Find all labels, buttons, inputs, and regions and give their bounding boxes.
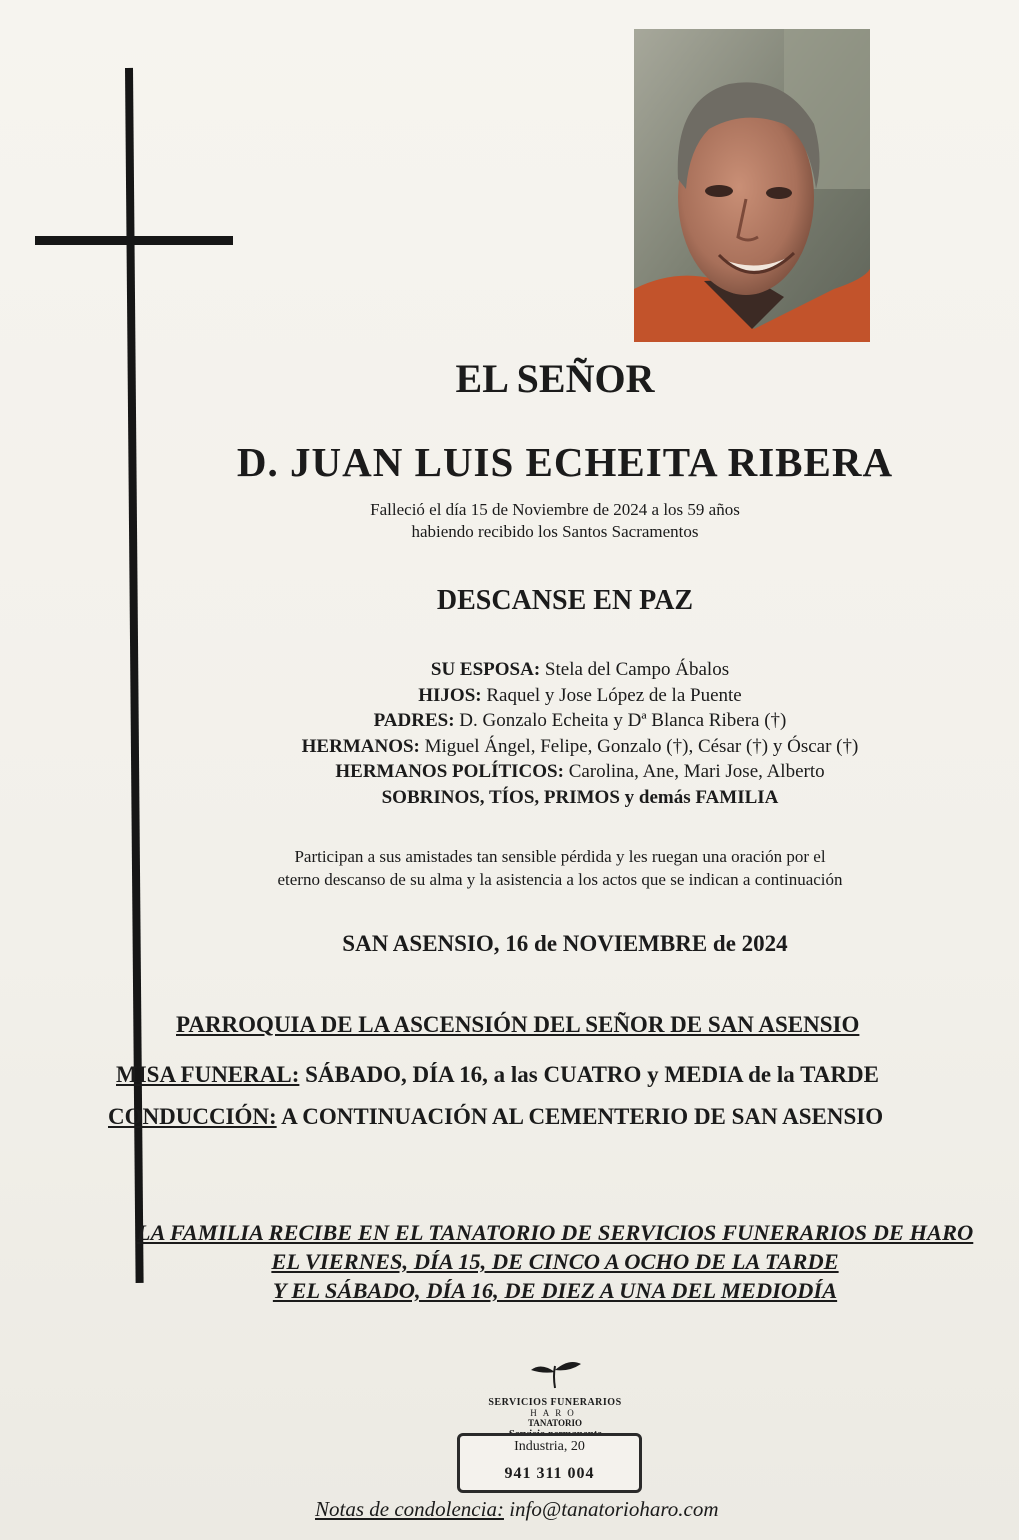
conduction-label: CONDUCCIÓN:: [108, 1104, 277, 1129]
address-box: [457, 1433, 642, 1493]
death-line-1: Falleció el día 15 de Noviembre de 2024 a los 59 años: [370, 500, 740, 519]
parish-name: PARROQUIA DE LA ASCENSIÓN DEL SEÑOR DE SAN ASENSIO: [176, 1012, 860, 1037]
address: Industria, 20: [514, 1439, 585, 1454]
cross-horizontal-bar: [35, 236, 233, 245]
phone-number: 941 311 004: [504, 1465, 595, 1482]
participation-text: Participan a sus amistades tan sensible pérdida y les ruegan una oración por el eterno descanso de su alma y la asistencia a los actos que se indican a continuación: [277, 847, 843, 889]
rest-in-peace: DESCANSE EN PAZ: [436, 585, 694, 616]
family-row-others: SOBRINOS, TÍOS, PRIMOS y demás FAMILIA: [381, 786, 779, 808]
heading-title: EL SEÑOR: [455, 356, 655, 401]
condolence-line: [315, 1497, 719, 1522]
place-date: SAN ASENSIO, 16 de NOVIEMBRE de 2024: [342, 931, 788, 956]
logo-brand: SERVICIOS FUNERARIOS: [488, 1397, 622, 1408]
condolence-label: Notas de condolencia:: [315, 1497, 504, 1521]
condolence-email[interactable]: info@tanatorioharo.com: [503, 1497, 719, 1521]
death-notice: [330, 499, 780, 543]
deceased-name: D. JUAN LUIS ECHEITA RIBERA: [236, 439, 894, 485]
family-row-children: HIJOS: Raquel y Jose López de la Puente: [418, 684, 742, 706]
mass-text: SÁBADO, DÍA 16, a las CUATRO y MEDIA de la TARDE: [299, 1062, 879, 1087]
funeral-mass: [116, 1062, 879, 1088]
mass-label: MISA FUNERAL:: [116, 1062, 300, 1087]
death-line-2: habiendo recibido los Santos Sacramentos: [411, 522, 699, 541]
cross-vertical-bar: [125, 68, 144, 1283]
family-row-spouse: SU ESPOSA: Stela del Campo Ábalos: [430, 659, 730, 680]
family-list: [200, 657, 960, 810]
leaf-icon: [525, 1358, 585, 1390]
portrait-photo: [634, 29, 870, 342]
family-row-parents: PADRES: D. Gonzalo Echeita y Dª Blanca Ribera (†): [373, 710, 787, 731]
visitation-notice: LA FAMILIA RECIBE EN EL TANATORIO DE SERVICIOS FUNERARIOS DE HARO EL VIERNES, DÍA 15, DE CINCO A OCHO DE LA TARDE Y EL SÁBADO, DÍA 16, DE DIEZ A UNA DEL MEDIODÍA: [136, 1220, 974, 1303]
family-row-siblings: HERMANOS: Miguel Ángel, Felipe, Gonzalo (†), César (†) y Óscar (†): [301, 735, 859, 757]
family-row-in-laws: HERMANOS POLÍTICOS: Carolina, Ane, Mari Jose, Alberto: [335, 761, 825, 782]
conduction: [108, 1104, 883, 1130]
funeral-home-logo: [470, 1358, 640, 1440]
logo-tanatorio: TANATORIO: [527, 1418, 582, 1428]
conduction-text: A CONTINUACIÓN AL CEMENTERIO DE SAN ASENSIO: [276, 1104, 884, 1129]
logo-town: HARO: [530, 1408, 580, 1418]
